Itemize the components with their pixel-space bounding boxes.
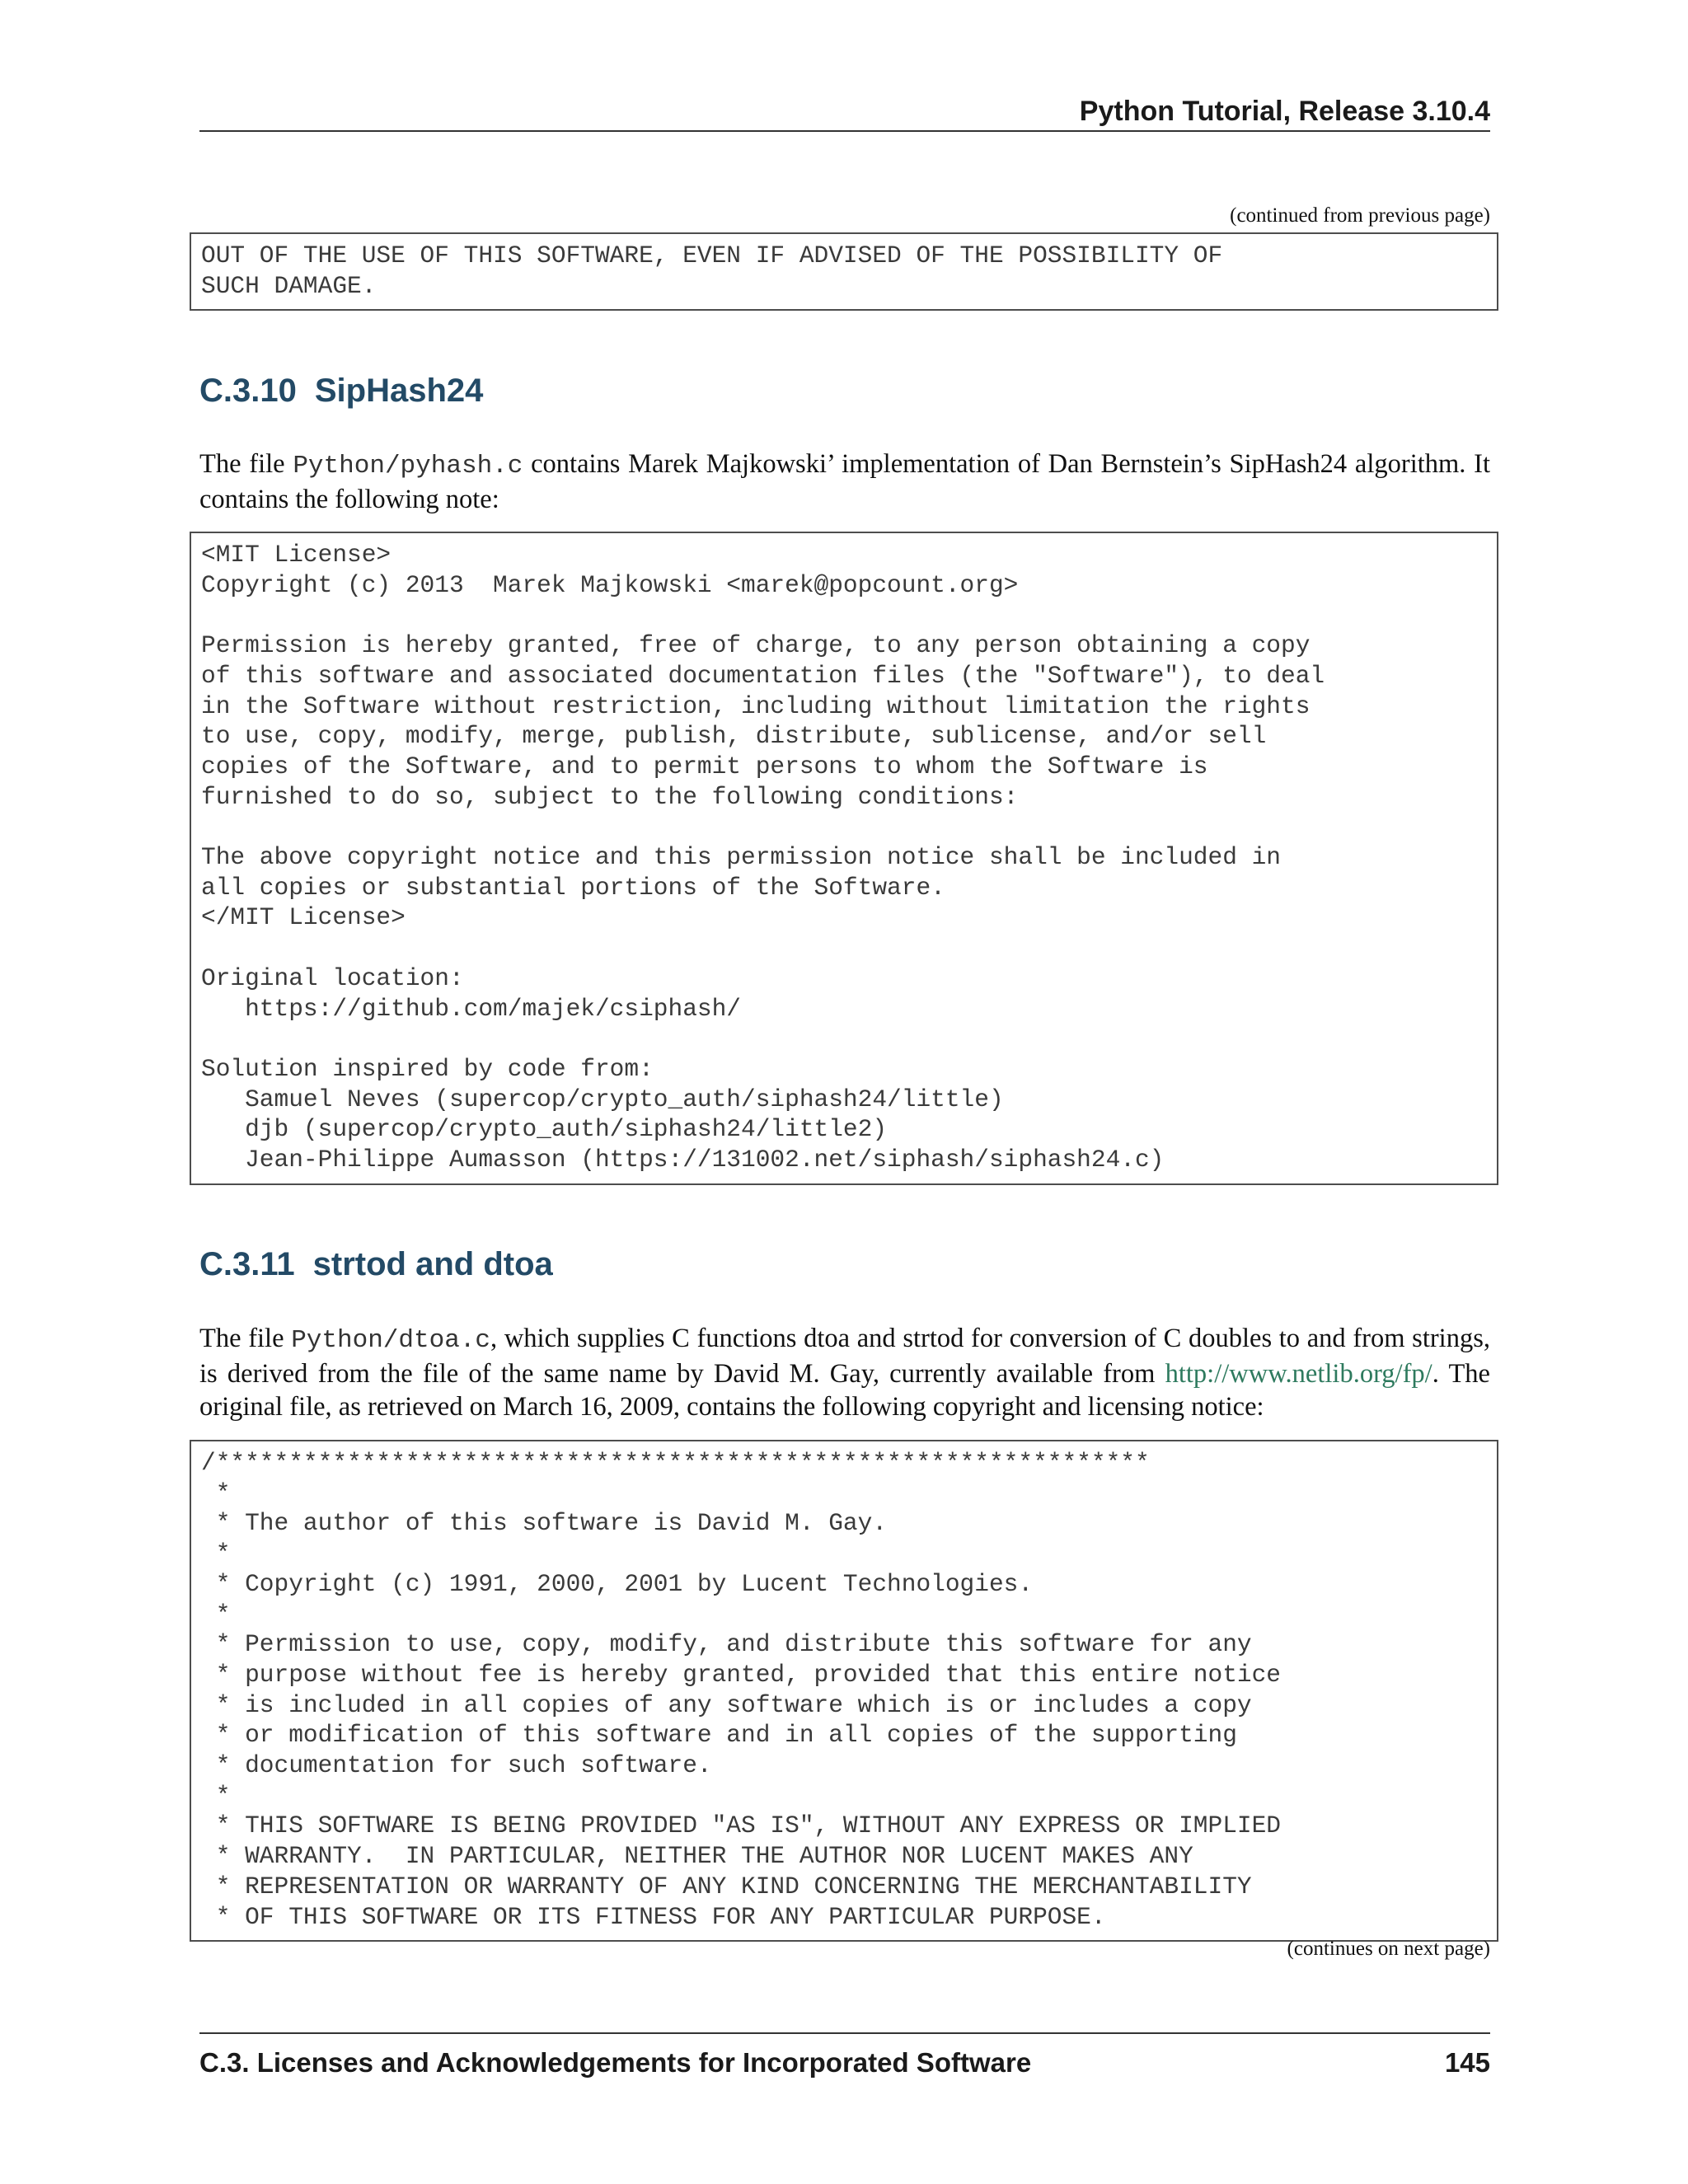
footer-section-title: C.3. Licenses and Acknowledgements for Incorporated Software	[199, 2047, 1032, 2078]
header-title: Python Tutorial, Release 3.10.4	[1079, 96, 1490, 127]
code-block-mit-license: <MIT License> Copyright (c) 2013 Marek Majkowski <marek@popcount.org> Permission is hereby granted, free of charge, to any person obtaining a copy of this software and associated documentation files (the "Software"), to deal in the Software without restriction, including without limitation the rights to use, copy, modify, merge, publish, distribute, sublicense, and/or sell copies of the Software, and to permit persons to whom the Software is furnished to do so, subject to the following conditions: The above copyright notice and this permission notice shall be included in all copies or substantial portions of the Software. </MIT License> Original location: https://github.com/majek/csiphash/ Solution inspired by code from: Samuel Neves (supercop/crypto_auth/siphash24/little) djb (supercop/crypto_auth/siphash24/little2) Jean-Philippe Aumasson (https://131002.net/siphash/siphash24.c)	[190, 532, 1498, 1185]
file-name-dtoa: Python/dtoa.c	[291, 1326, 491, 1355]
section-number: C.3.10	[199, 373, 297, 409]
dtoa-description	[199, 1322, 1490, 1423]
section-title-text: strtod and dtoa	[312, 1246, 553, 1282]
code-block-lucent-notice: /**************************************************************** * * The author of this software is David M. Gay. * * Copyright (c) 1991, 2000, 2001 by Lucent Technologies. * * Permission to use, copy, modify, and distribute this software for any * purpose without fee is hereby granted, provided that this entire notice * is included in all copies of any software which is or includes a copy * or modification of this software and in all copies of the supporting * documentation for such software. * * THIS SOFTWARE IS BEING PROVIDED "AS IS", WITHOUT ANY EXPRESS OR IMPLIED * WARRANTY. IN PARTICULAR, NEITHER THE AUTHOR NOR LUCENT MAKES ANY * REPRESENTATION OR WARRANTY OF ANY KIND CONCERNING THE MERCHANTABILITY * OF THIS SOFTWARE OR ITS FITNESS FOR ANY PARTICULAR PURPOSE.	[190, 1440, 1498, 1942]
section-number: C.3.11	[199, 1246, 295, 1282]
code-block-license-tail: OUT OF THE USE OF THIS SOFTWARE, EVEN IF ADVISED OF THE POSSIBILITY OF SUCH DAMAGE.	[190, 232, 1498, 311]
section-heading-siphash24	[199, 373, 483, 410]
para-text: The file	[199, 449, 293, 479]
para-text: The file	[199, 1324, 292, 1353]
continued-from-note: (continued from previous page)	[1230, 204, 1490, 227]
running-footer	[199, 2032, 1490, 2080]
section-title-text: SipHash24	[314, 373, 484, 409]
continues-on-note: (continues on next page)	[1287, 1938, 1490, 1960]
file-name-pyhash: Python/pyhash.c	[293, 452, 523, 480]
para-text: contains Marek Majkowski’ implementation of Dan Bernstein’s SipHash24 algorithm. It contains the following note:	[199, 449, 1490, 514]
siphash-description	[199, 448, 1490, 516]
page-number: 145	[1444, 2047, 1490, 2078]
section-heading-strtod-dtoa	[199, 1246, 553, 1283]
para-text: . The original file, as retrieved on March 16, 2009, contains the following copyright and licensing notice:	[199, 1359, 1490, 1422]
netlib-link[interactable]: http://www.netlib.org/fp/	[1165, 1359, 1432, 1389]
running-header	[199, 92, 1490, 132]
para-text: , which supplies C functions dtoa and strtod for conversion of C doubles to and from strings, is derived from the file of the same name by David M. Gay, currently available from	[199, 1324, 1490, 1389]
